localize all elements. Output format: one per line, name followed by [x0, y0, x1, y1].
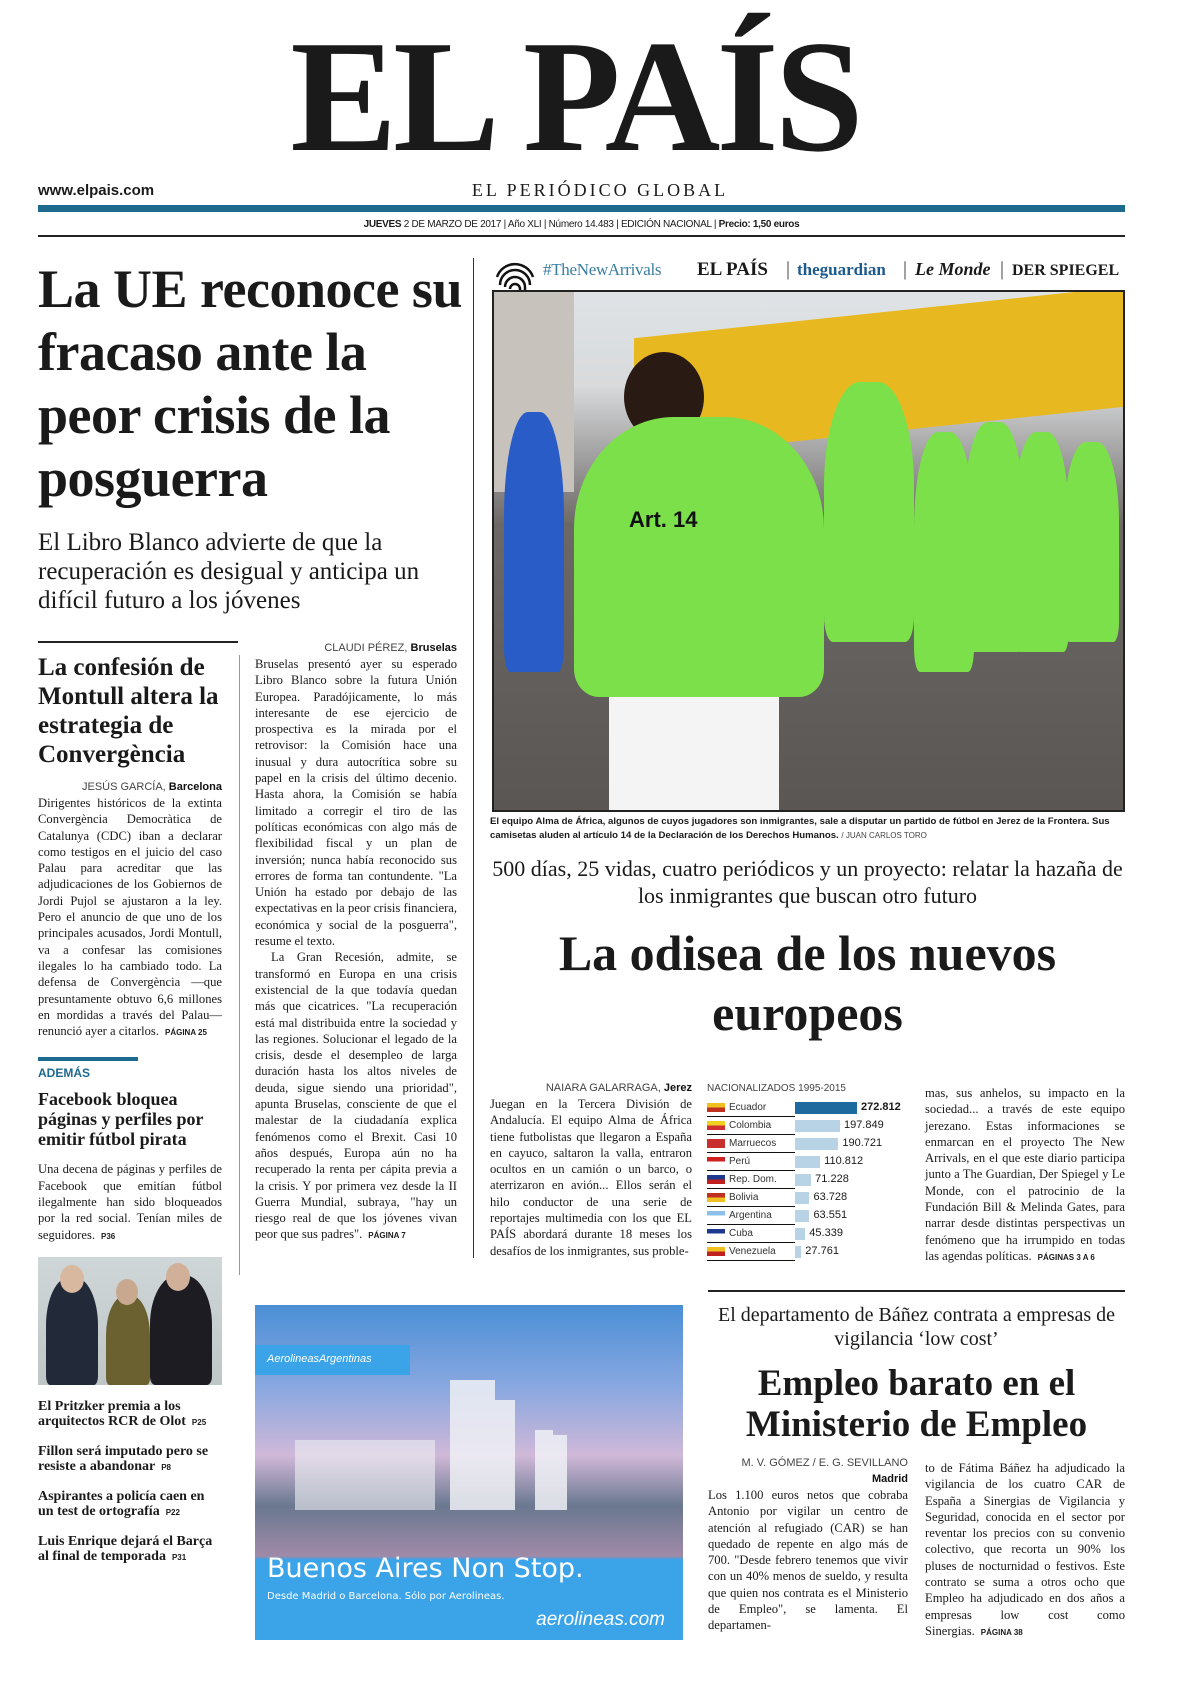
montull-body: Dirigentes históricos de la extinta Convergència Democràtica de Catalunya (CDC) iban a declarar como testigos en el juicio del caso Palau para acreditar que las adjudicaciones de los Gobiernos de Jordi Pujol se ajustaron a la ley. Pero el anuncio de que uno de los principales acusados, Jordi Montull, va a confesar las comisiones ilegales lo ha cambiado todo. La defensa de Convergència —que presuntamente obtuvo 6,6 millones en mordidas a través del Palau— renunció ayer a citarlos. PÁGINA 25: [38, 796, 222, 1039]
partner-elpais: EL PAÍS: [697, 259, 768, 280]
photo-caption: El equipo Alma de África, algunos de cuyos jugadores son inmigrantes, sale a disputar un partido de fútbol en Jerez de la Frontera. Sus camisetas aluden al artículo 14 de la Declaración de los Derechos Humanos. / JUAN CARLOS TORO: [490, 816, 1110, 841]
ad-domain[interactable]: aerolineas.com: [536, 1609, 665, 1630]
newarrivals-article: [490, 1080, 692, 1259]
ad-tagline: Desde Madrid o Barcelona. Sólo por Aerolineas.: [267, 1591, 505, 1602]
flag-icon: [707, 1139, 725, 1148]
chart-category-label: Rep. Dom.: [729, 1174, 777, 1185]
brief-item[interactable]: Aspirantes a policía caen en un test de ortografía P22: [38, 1488, 205, 1519]
empleo-body-2: to de Fátima Báñez ha adjudicado la vigilancia de los cuatro CAR de España a Sinergias de Vigilancia y Seguridad, conocida en el sector por reventar los precios con su convenio colectivo, que recorta un 90% los pluses de nocturnidad o festivos. Este contrato se suma a otros ocho que Empleo ha adjudicado en dos años a empresas low cost como Sinergias. PÁGINA 38: [925, 1461, 1125, 1638]
lead-body-1: Bruselas presentó ayer su esperado Libro Blanco sobre la futura Unión Europea. Paradójicamente, lo más interesante de ese ejercicio de prospectiva es la mirada por el retrovisor: la Comisión hace una inusual y dura autocrítica sobre su papel en la crisis del último decenio. Hasta ahora, la Comisión se había limitado a corregir el tiro de las políticas económicas con algo más de flexibilidad fiscal y un plan de inversión; nunca había reconocido sus errores de forma tan contundente. "La Unión ha estado por debajo de las expectativas en la peor crisis financiera, económica y social de la posguerra", resume el texto.: [255, 657, 457, 949]
chart-row: [707, 1117, 884, 1135]
flag-icon: [707, 1247, 725, 1256]
chart-row: [707, 1189, 848, 1207]
chart-category-label: Cuba: [729, 1228, 753, 1239]
brief-item[interactable]: El Pritzker premia a los arquitectos RCR de Olot P25: [38, 1398, 207, 1429]
header-rule: [38, 205, 1125, 212]
chart-category-label: Bolivia: [729, 1192, 759, 1203]
ademas-page: P36: [101, 1231, 116, 1241]
chart-value-label: 63.551: [813, 1209, 848, 1221]
masthead-logo: EL PAÍS: [290, 7, 860, 185]
flag-icon: [707, 1157, 725, 1166]
flag-icon: [707, 1229, 725, 1238]
dateline-edition: EDICIÓN NACIONAL: [620, 219, 712, 230]
flag-icon: [707, 1103, 725, 1112]
jersey-text: Art. 14: [629, 507, 698, 532]
montull-page: PÁGINA 25: [164, 1028, 207, 1038]
chart-value-label: 63.728: [813, 1191, 848, 1203]
empleo-body-1: Los 1.100 euros netos que cobraba Antonio por vigilar un centro de atención al refugiado (CAR) se han quedado de repente en algo más de 700. "Desde febrero tenemos que vivir con un 40% menos de sueldo, y resulta que quien nos contrata es el Ministerio de Empleo", se lamenta. El departamen-: [708, 1488, 908, 1633]
chart-value-label: 190.721: [842, 1137, 883, 1149]
chart-bar: [795, 1228, 805, 1240]
chart-row: [707, 1225, 843, 1243]
montull-article: [38, 779, 222, 1039]
empleo-section: [708, 1303, 1125, 1639]
montull-headline[interactable]: La confesión de Montull altera la estrategia de Convergència: [38, 654, 219, 768]
dateline-year: Año XLI: [507, 219, 542, 230]
dateline-number: Número 14.483: [548, 219, 614, 230]
newarrivals-subhead: 500 días, 25 vidas, cuatro periódicos y un proyecto: relatar la hazaña de los inmigrantes que buscan otro futuro: [492, 856, 1123, 908]
empleo-byline: M. V. GÓMEZ / E. G. SEVILLANO Madrid: [741, 1457, 908, 1485]
partner-lemonde: Le Monde: [915, 259, 991, 279]
dateline-price: Precio: 1,50 euros: [718, 219, 800, 230]
brief-item[interactable]: Fillon será imputado pero se resiste a abandonar P8: [38, 1443, 209, 1474]
chart-value-label: 272.812: [861, 1101, 901, 1113]
chart-title: NACIONALIZADOS 1995-2015: [707, 1083, 846, 1094]
flag-icon: [707, 1121, 725, 1130]
partner-separator: |: [786, 258, 791, 280]
dateline-day: JUEVES: [363, 219, 402, 230]
empleo-columns: [708, 1455, 1125, 1639]
chart-value-label: 45.339: [809, 1227, 843, 1239]
chart-value-label: 197.849: [843, 1119, 884, 1131]
ademas-headline[interactable]: Facebook bloquea páginas y perfiles por emitir fútbol pirata: [38, 1089, 204, 1150]
lead-headline[interactable]: La UE reconoce su fracaso ante la peor crisis de la posguerra: [38, 259, 462, 508]
lead-body-2: La Gran Recesión, admite, se transformó en Europa en una crisis existencial de la que todavía quedan más que cicatrices. "La recuperación está mal distribuida entre la sociedad y las regiones. Solucionar el legado de la crisis, desde el desempleo de larga duración hasta los altos niveles de deuda, sigue siendo una prioridad", apunta Bruselas, consciente de que el malestar de la ciudadanía explica fenómenos como el Brexit. Casi 10 años después, Europa aún no ha recuperado la renta per cápita previa a la crisis. Y por primera vez desde la II Guerra Mundial, subraya, "hay un riesgo real de que los jóvenes vivan peor que sus padres". PÁGINA 7: [255, 950, 457, 1242]
ad-brand-logo: AerolineasArgentinas: [255, 1345, 410, 1375]
section-rule: [38, 641, 238, 643]
chart-row: [707, 1207, 848, 1225]
newarrivals-body-1: Juegan en la Tercera División de Andalucía. El equipo Alma de África tiene futbolistas que llegaron a España en cayuco, saltaron la valla, entraron ocultos en un camión o un barco, o aterrizaron en avión... Ellos serán el hilo conductor de una serie de reportajes multimedia con los que EL PAÍS abordará durante 18 meses los desafíos de los inmigrantes, sus proble-: [490, 1097, 692, 1258]
dateline-rule: [38, 235, 1125, 237]
ad-headline: Buenos Aires Non Stop.: [267, 1553, 584, 1584]
nationalized-chart: [707, 1083, 912, 1261]
empleo-subhead: El departamento de Báñez contrata a empresas de vigilancia ‘low cost’: [717, 1304, 1116, 1350]
empleo-page: PÁGINA 38: [980, 1627, 1023, 1637]
newarrivals-headline[interactable]: La odisea de los nuevos europeos: [558, 925, 1057, 1041]
chart-value-label: 71.228: [815, 1173, 849, 1185]
lead-byline: CLAUDI PÉREZ, Bruselas: [324, 642, 457, 654]
football-team-photo: [492, 290, 1125, 812]
chart-row: [707, 1135, 883, 1153]
chart-category-label: Ecuador: [729, 1102, 767, 1113]
partner-spiegel: DER SPIEGEL: [1012, 262, 1120, 279]
pritzker-photo: [38, 1257, 222, 1385]
chart-category-label: Marruecos: [729, 1138, 777, 1149]
flag-icon: [707, 1193, 725, 1202]
partner-separator: |: [903, 258, 908, 280]
flag-icon: [707, 1175, 725, 1184]
chart-bar: [795, 1210, 809, 1222]
newarrivals-page: PÁGINAS 3 A 6: [1037, 1252, 1095, 1262]
photo-credit: / JUAN CARLOS TORO: [841, 831, 927, 840]
chart-value-label: 110.812: [824, 1155, 864, 1167]
chart-category-label: Venezuela: [729, 1246, 776, 1257]
ademas-label: ADEMÁS: [38, 1066, 91, 1081]
column-divider: [239, 655, 240, 1275]
briefs-list: [38, 1399, 222, 1564]
chart-bar: [795, 1192, 809, 1204]
flag-icon: [707, 1211, 725, 1220]
empleo-headline[interactable]: Empleo barato en el Ministerio de Empleo: [745, 1363, 1088, 1445]
chart-category-label: Argentina: [729, 1210, 772, 1221]
chart-bar: [795, 1174, 811, 1186]
chart-category-label: Perú: [729, 1156, 751, 1167]
lead-page: PÁGINA 7: [368, 1231, 406, 1241]
chart-row: [707, 1243, 839, 1261]
chart-bar: [795, 1246, 801, 1258]
masthead-tagline: EL PERIÓDICO GLOBAL: [471, 180, 729, 200]
brief-item[interactable]: Luis Enrique dejará el Barça al final de temporada P31: [38, 1533, 213, 1564]
partner-separator: |: [1000, 258, 1005, 280]
chart-bar: [795, 1120, 840, 1132]
hashtag[interactable]: #TheNewArrivals: [543, 260, 662, 279]
ademas-rule: [38, 1057, 138, 1061]
empleo-article: [708, 1455, 908, 1639]
chart-bar: [795, 1156, 820, 1168]
lead-article: [255, 640, 457, 1243]
chart-category-label: Colombia: [729, 1120, 772, 1131]
newarrivals-header: [490, 815, 1125, 1043]
column-divider: [473, 258, 474, 1258]
chart-bar: [795, 1138, 838, 1150]
ademas-body: Una decena de páginas y perfiles de Facebook que emitían fútbol ilegalmente han sido bloqueados por la red social. Tenían miles de seguidores. P36: [38, 1162, 222, 1242]
chart-bar: [795, 1102, 857, 1114]
chart-row: [707, 1099, 901, 1117]
chart-row: [707, 1171, 849, 1189]
aerolineas-ad[interactable]: [255, 1305, 683, 1640]
newarrivals-byline: NAIARA GALARRAGA, Jerez: [545, 1082, 692, 1094]
partner-guardian: theguardian: [797, 260, 886, 279]
website-url[interactable]: www.elpais.com: [38, 182, 155, 199]
left-column: [38, 653, 228, 1579]
montull-byline: JESÚS GARCÍA, Barcelona: [81, 781, 222, 793]
dateline: JUEVES 2 DE MARZO DE 2017 | Año XLI | Número 14.483 | EDICIÓN NACIONAL | Precio: 1,50 euros: [363, 219, 800, 230]
chart-value-label: 27.761: [805, 1245, 839, 1257]
newarrivals-body-2: mas, sus anhelos, su impacto en la sociedad... a través de este equipo jerezano. Estas informaciones se enmarcan en el proyecto The New Arrivals, en el que este diario participa junto a The Guardian, Der Spiegel y Le Monde, con el patrocinio de la Fundación Bill & Melinda Gates, para narrar desde distintas perspectivas un fenómeno que ha irrumpido en todas las agendas políticas. PÁGINAS 3 A 6: [925, 1086, 1125, 1263]
lead-subhead: El Libro Blanco advierte de que la recuperación es desigual y anticipa un difícil futuro a los jóvenes: [38, 529, 420, 614]
dateline-date: 2 DE MARZO DE 2017: [403, 219, 502, 230]
section-rule: [708, 1290, 1125, 1292]
chart-row: [707, 1153, 864, 1171]
